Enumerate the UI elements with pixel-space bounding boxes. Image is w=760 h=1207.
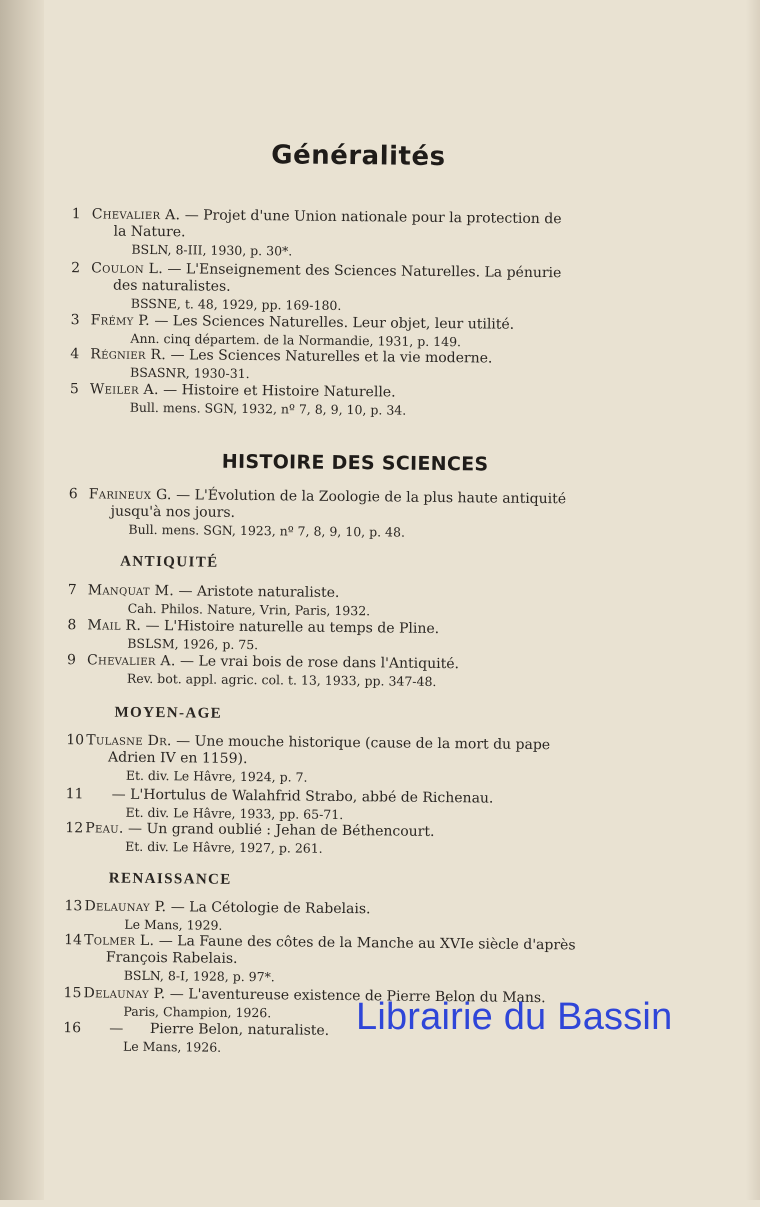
entry-9 xyxy=(53,652,613,692)
entry-title: — La Faune des côtes de la Manche au XVIe siècle d'après xyxy=(154,933,576,954)
entry-13 xyxy=(50,898,610,938)
entry-2 xyxy=(57,260,618,317)
entry-reference: Et. div. Le Hâvre, 1924, p. 7. xyxy=(125,767,308,785)
watermark-text: Librairie du Bassin xyxy=(356,996,673,1038)
entry-title: — La Cétologie de Rabelais. xyxy=(166,899,371,918)
entry-7 xyxy=(54,582,614,622)
entry-number: 8 xyxy=(67,617,77,634)
entry-10 xyxy=(52,732,613,789)
entry-title: — Les Sciences Naturelles. Leur objet, leur utilité. xyxy=(149,312,515,333)
entry-reference: Ann. cinq départem. de la Normandie, 1931, p. 149. xyxy=(130,330,462,350)
entry-author: Delaunay P. xyxy=(84,898,167,916)
entry-title: — L'Évolution de la Zoologie de la plus haute antiquité xyxy=(171,487,567,508)
entry-number: 5 xyxy=(69,381,79,398)
entry-number: 6 xyxy=(68,486,78,503)
entry-number: 7 xyxy=(67,582,77,599)
section-heading-histoire: HISTOIRE DES SCIENCES xyxy=(221,450,489,476)
entry-number: 2 xyxy=(71,260,81,277)
entry-reference: Cah. Philos. Nature, Vrin, Paris, 1932. xyxy=(127,600,371,619)
entry-title: — L'aventureuse existence de Pierre Belon du Mans. xyxy=(165,986,546,1007)
entry-title: — L'Enseignement des Sciences Naturelles. La pénurie xyxy=(162,261,562,282)
entry-author: Manquat M. xyxy=(87,582,175,600)
entry-3 xyxy=(56,312,616,352)
entry-author: Tolmer L. xyxy=(84,932,155,950)
entry-author: Peau. xyxy=(85,820,124,837)
entry-11 xyxy=(51,786,611,826)
entry-author: Frémy P. xyxy=(90,312,151,329)
entry-title: — Une mouche historique (cause de la mort du pape xyxy=(171,733,551,754)
entry-author: Chevalier A. xyxy=(91,206,181,224)
entry-title: — L'Histoire naturelle au temps de Pline. xyxy=(141,617,440,638)
entry-14 xyxy=(50,932,611,989)
entry-title-cont: Adrien IV en 1159). xyxy=(107,749,248,768)
entry-12 xyxy=(51,820,611,860)
entry-reference: Paris, Champion, 1926. xyxy=(123,1003,272,1021)
entry-title: — Aristote naturaliste. xyxy=(173,583,340,601)
entry-number: 15 xyxy=(63,985,82,1002)
entry-author: Weiler A. xyxy=(89,381,159,399)
entry-reference: Bull. mens. SGN, 1932, nº 7, 8, 9, 10, p. 34. xyxy=(129,399,407,418)
entry-reference: Bull. mens. SGN, 1923, nº 7, 8, 9, 10, p. 48. xyxy=(128,521,406,540)
subsection-heading-renaissance: RENAISSANCE xyxy=(108,870,232,888)
page-title: Généralités xyxy=(271,140,446,173)
entry-1 xyxy=(57,206,618,263)
entry-number: 1 xyxy=(71,206,81,223)
entry-author: Régnier R. xyxy=(90,346,167,364)
entry-number: 13 xyxy=(64,898,83,915)
entry-number: 16 xyxy=(63,1020,82,1037)
entry-title-cont: jusqu'à nos jours. xyxy=(110,503,236,521)
entry-4 xyxy=(56,346,616,386)
subsection-heading-antiquite: ANTIQUITÉ xyxy=(120,553,219,571)
entry-reference: Le Mans, 1929. xyxy=(124,916,223,933)
entry-author: Coulon L. xyxy=(91,260,164,278)
entry-title: — Pierre Belon, naturaliste. xyxy=(109,1020,330,1039)
entry-author: Farineux G. xyxy=(88,486,172,504)
entry-author: Delaunay P. xyxy=(83,985,166,1003)
entry-number: 12 xyxy=(65,820,84,837)
entry-number: 11 xyxy=(65,786,84,803)
entry-reference: Le Mans, 1926. xyxy=(122,1038,222,1055)
entry-reference: BSLN, 8-I, 1928, p. 97*. xyxy=(123,967,275,985)
entry-author: Mail R. xyxy=(87,617,142,634)
entry-author: Chevalier A. xyxy=(87,652,176,670)
entry-title: — Le vrai bois de rose dans l'Antiquité. xyxy=(175,653,460,673)
entry-title-cont: François Rabelais. xyxy=(105,949,238,967)
entry-reference: BSLN, 8-III, 1930, p. 30*. xyxy=(131,241,293,259)
entry-title: — L'Hortulus de Walahfrid Strabo, abbé de Richenau. xyxy=(111,786,494,807)
entry-number: 3 xyxy=(70,312,80,329)
entry-number: 4 xyxy=(70,346,80,363)
entry-title: — Les Sciences Naturelles et la vie moderne. xyxy=(166,347,493,367)
entry-5 xyxy=(56,381,616,421)
entry-title: — Projet d'une Union nationale pour la protection de xyxy=(180,207,562,228)
entry-title-cont: la Nature. xyxy=(113,223,186,241)
entry-reference: Et. div. Le Hâvre, 1933, pp. 65-71. xyxy=(125,804,344,823)
entry-reference: BSASNR, 1930-31. xyxy=(130,364,250,382)
entry-reference: BSSNE, t. 48, 1929, pp. 169-180. xyxy=(130,295,342,313)
entry-number: 14 xyxy=(64,932,83,949)
entry-reference: Rev. bot. appl. agric. col. t. 13, 1933, pp. 347-48. xyxy=(126,670,437,689)
entry-author: Tulasne Dr. xyxy=(86,732,172,750)
entry-number: 10 xyxy=(66,732,85,749)
book-gutter xyxy=(0,0,44,1200)
entry-reference: Et. div. Le Hâvre, 1927, p. 261. xyxy=(125,838,323,856)
subsection-heading-moyen-age: MOYEN-AGE xyxy=(114,704,223,722)
entry-8 xyxy=(53,617,613,657)
entry-6 xyxy=(54,486,615,543)
entry-title-cont: des naturalistes. xyxy=(112,277,231,295)
entry-title: — Un grand oublié : Jehan de Béthencourt. xyxy=(123,820,435,840)
entry-number: 9 xyxy=(67,652,77,669)
entry-title: — Histoire et Histoire Naturelle. xyxy=(158,382,396,401)
entry-reference: BSLSM, 1926, p. 75. xyxy=(127,635,259,653)
